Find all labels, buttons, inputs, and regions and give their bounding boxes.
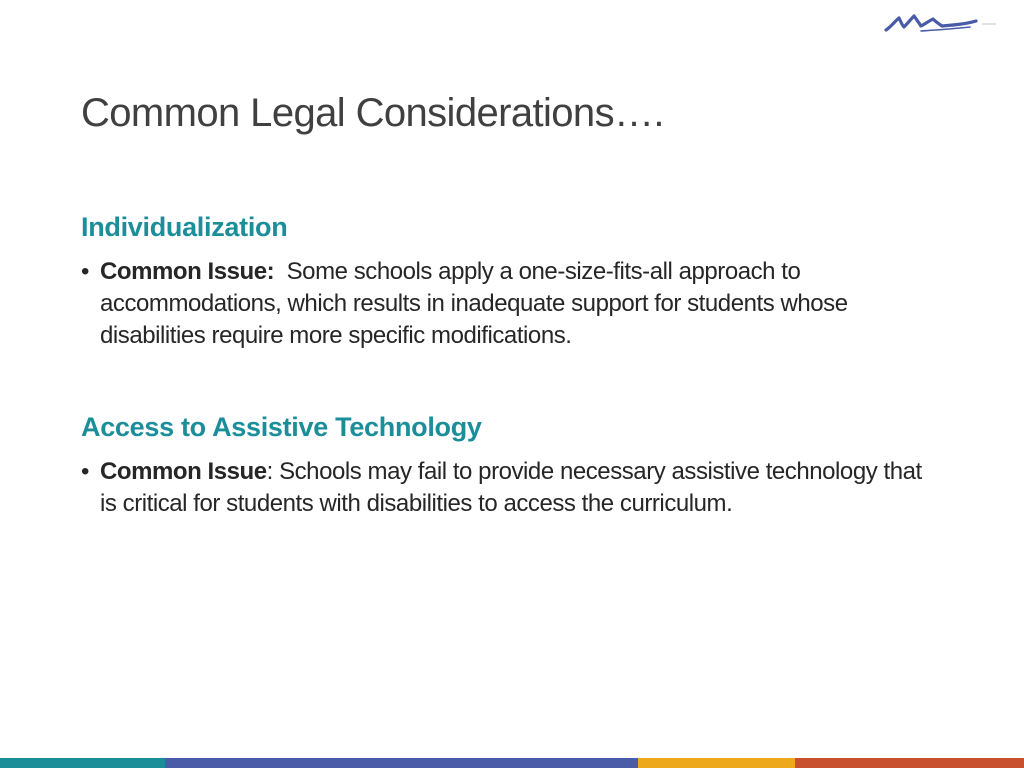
bullet-marker: • [81, 458, 89, 485]
section-heading: Access to Assistive Technology [81, 412, 482, 442]
bullet-text: : Schools may fail to provide necessary assistive technology that is critical for students with disabilities to access the curriculum. [100, 458, 922, 517]
bullet-label: Common Issue: [100, 258, 275, 285]
bullet-item [81, 456, 941, 520]
footer-segment-gold [638, 758, 795, 768]
bullet-label: Common Issue [100, 458, 267, 485]
footer-segment-teal [0, 758, 165, 768]
bullet-item [81, 256, 941, 352]
bullet-marker: • [81, 258, 89, 285]
section-heading: Individualization [81, 212, 288, 242]
mountains-logo-icon [884, 10, 1000, 36]
page-title: Common Legal Considerations…. [81, 91, 664, 135]
footer-color-bar [0, 758, 1024, 768]
bullet-text: Some schools apply a one-size-fits-all approach to accommodations, which results in inadequate support for students whose disabilities require more specific modifications. [100, 258, 854, 349]
footer-segment-red [795, 758, 1024, 768]
section-assistive-technology [81, 408, 941, 520]
footer-segment-blue [165, 758, 638, 768]
section-individualization [81, 208, 941, 352]
